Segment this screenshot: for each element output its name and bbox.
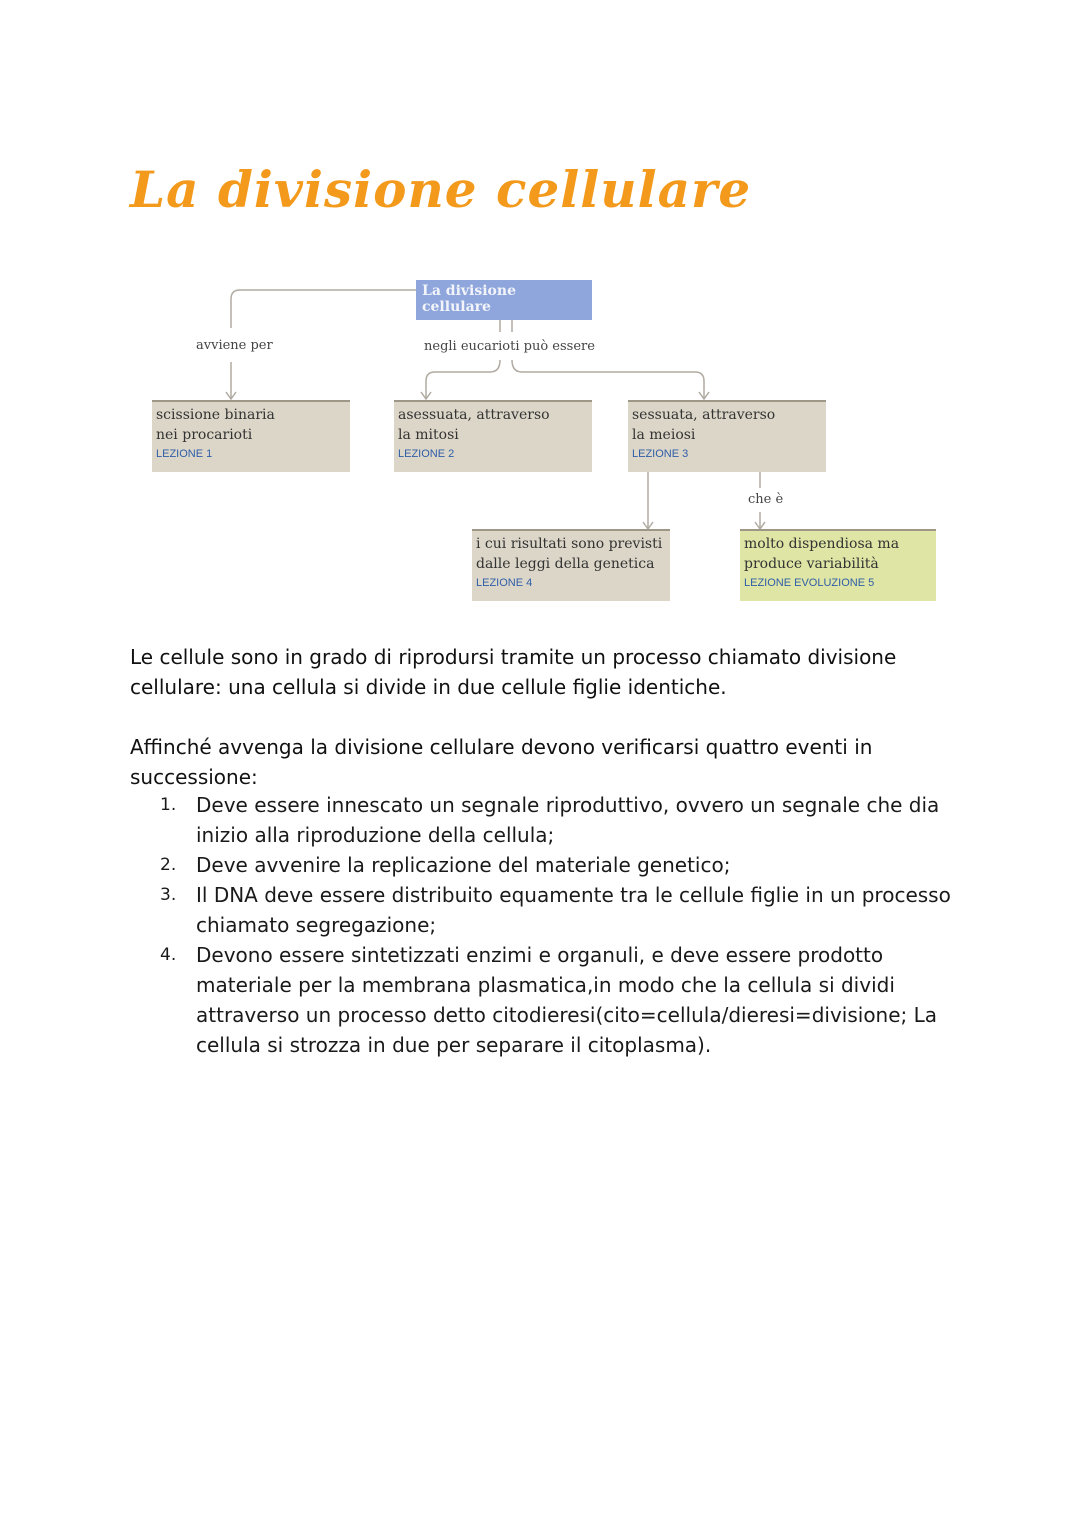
node-text: i cui risultati sono previsti [476, 536, 663, 552]
events-list [160, 790, 960, 1060]
paragraph-events-intro: Affinché avvenga la divisione cellulare devono verificarsi quattro eventi in successione: [130, 735, 873, 789]
map-root-node: La divisione cellulare [416, 280, 592, 320]
map-node-mitosi [394, 400, 592, 472]
list-text: Deve essere innescato un segnale riproduttivo, ovvero un segnale che dia inizio alla riproduzione della cellula; [196, 793, 940, 847]
node-lesson: LEZIONE 3 [632, 448, 689, 460]
map-node-variabilita [740, 529, 936, 601]
list-number: 1. [160, 795, 177, 815]
edge-label-che-e: che è [748, 492, 784, 507]
node-text: molto dispendiosa ma [744, 536, 900, 552]
list-item [160, 850, 960, 880]
page-title: La divisione cellulare [130, 160, 752, 219]
list-number: 3. [160, 885, 177, 905]
list-text: Il DNA deve essere distribuito equamente tra le cellule figlie in un processo chiamato segregazione; [196, 883, 951, 937]
list-item [160, 790, 960, 850]
node-lesson: LEZIONE 1 [156, 448, 213, 460]
edge-label-eucarioti: negli eucarioti può essere [424, 339, 595, 354]
list-text: Devono essere sintetizzati enzimi e organuli, e deve essere prodotto materiale per la membrana plasmatica,in modo che la cellula si dividi attraverso un processo detto citodieresi(cito=cellula/dieresi=divisione; La cellula si strozza in due per separare il citoplasma). [196, 943, 938, 1057]
node-text: produce variabilità [744, 556, 879, 572]
edge-label-avviene-per: avviene per [196, 338, 273, 353]
list-text: Deve avvenire la replicazione del materiale genetico; [196, 853, 731, 877]
list-item [160, 940, 960, 1060]
node-text: asessuata, attraverso [398, 407, 550, 423]
map-node-meiosi [628, 400, 826, 472]
node-lesson: LEZIONE EVOLUZIONE 5 [744, 577, 875, 589]
list-number: 2. [160, 855, 177, 875]
node-text: sessuata, attraverso [632, 407, 776, 423]
paragraph-intro: Le cellule sono in grado di riprodursi tramite un processo chiamato divisione cellulare: una cellula si divide in due cellule figlie identiche. [130, 645, 897, 699]
node-text: la mitosi [398, 427, 459, 443]
node-text: scissione binaria [156, 407, 275, 423]
node-text: la meiosi [632, 427, 696, 443]
node-lesson: LEZIONE 4 [476, 577, 533, 589]
node-text: dalle leggi della genetica [476, 556, 655, 572]
map-node-scissione-binaria [152, 400, 350, 472]
concept-map [0, 0, 1080, 620]
list-item [160, 880, 960, 940]
map-node-genetica [472, 529, 670, 601]
list-number: 4. [160, 945, 177, 965]
node-lesson: LEZIONE 2 [398, 448, 455, 460]
node-text: nei procarioti [156, 427, 253, 443]
